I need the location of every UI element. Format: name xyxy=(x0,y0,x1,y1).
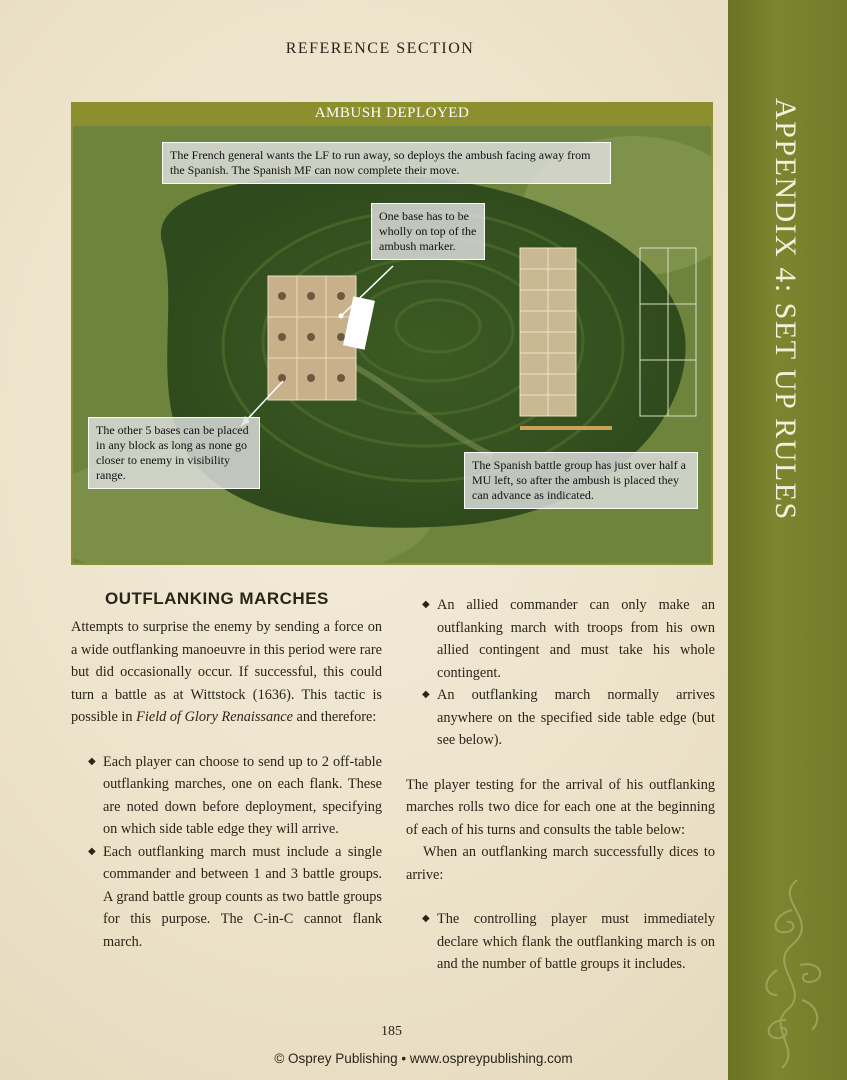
page-number: 185 xyxy=(381,1024,402,1039)
book-title: Field of Glory Renaissance xyxy=(136,709,293,725)
bullet-icon: ◆ xyxy=(88,755,96,767)
success-paragraph: When an outflanking march successfully dices to arrive: xyxy=(406,844,715,883)
bullet-icon: ◆ xyxy=(422,913,430,924)
left-column xyxy=(71,616,382,953)
list-item: ◆ Each outflanking march must include a single commander and between 1 and 3 battle groups. A grand battle group counts as two battle groups for this purpose. The C-in-C cannot flank march. xyxy=(71,841,382,954)
ornament-icon xyxy=(742,870,842,1070)
bullet-list-right xyxy=(406,594,715,752)
intro-paragraph: Attempts to surprise the enemy by sending a force on a wide outflanking manoeuvre in this period were rare but did occasionally occur. If successful, this could turn a battle as at Wittstock (1636). This tactic is possible in Field of Glory Renaissance and therefore: xyxy=(71,619,382,725)
running-head: REFERENCE SECTION xyxy=(285,40,475,57)
callout-french-general: The French general wants the LF to run away, so deploys the ambush facing away from the Spanish. The Spanish MF can now complete their move. xyxy=(162,142,611,184)
list-item: ◆ The controlling player must immediately declare which flank the outflanking march is on and the number of battle groups it includes. xyxy=(406,908,715,976)
bullet-list-left xyxy=(71,751,382,954)
figure-title: AMBUSH DEPLOYED xyxy=(314,105,470,121)
section-heading: OUTFLANKING MARCHES xyxy=(105,589,329,608)
arrival-paragraph: The player testing for the arrival of his outflanking marches rolls two dice for each one at the beginning of each of his turns and consults the table below: xyxy=(406,776,715,838)
measuring-stick xyxy=(520,426,612,430)
right-column xyxy=(406,594,715,976)
list-item: ◆ An allied commander can only make an outflanking march with troops from his own allied contingent and must take his whole contingent. xyxy=(406,594,715,684)
list-item: ◆ Each player can choose to send up to 2 off-table outflanking marches, one on each flank. These are noted down before deployment, specifying on which side table edge they will arrive. xyxy=(71,751,382,841)
bullet-icon: ◆ xyxy=(422,689,430,700)
callout-other-bases: The other 5 bases can be placed in any block as long as none go closer to enemy in visibility range. xyxy=(88,417,260,489)
battlefield-map xyxy=(73,126,711,563)
bullet-icon: ◆ xyxy=(422,599,430,610)
bullet-list-final xyxy=(406,908,715,976)
sidebar-title: APPENDIX 4: SET UP RULES xyxy=(769,98,802,521)
bullet-icon: ◆ xyxy=(88,845,96,857)
callout-ambush-marker: One base has to be wholly on top of the ambush marker. xyxy=(371,203,485,260)
spanish-battle-group xyxy=(520,248,576,416)
callout-spanish-group: The Spanish battle group has just over half a MU left, so after the ambush is placed they can advance as indicated. xyxy=(464,452,698,509)
footer-copyright: © Osprey Publishing • www.ospreypublishing.com xyxy=(274,1051,573,1066)
french-ambush-bases xyxy=(268,276,356,400)
ambush-figure xyxy=(71,102,713,565)
list-item: ◆ An outflanking march normally arrives anywhere on the specified side table edge (but see below). xyxy=(406,684,715,752)
